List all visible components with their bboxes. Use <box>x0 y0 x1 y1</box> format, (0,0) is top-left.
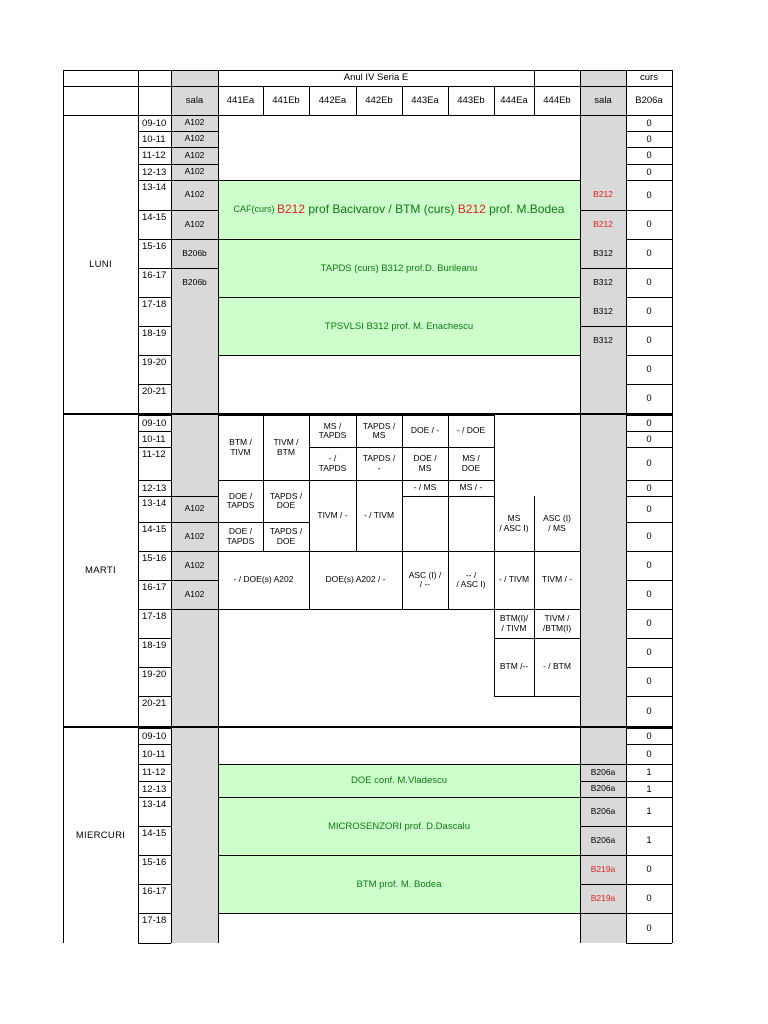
course-text-part: prof Bacivarov / BTM (curs) <box>305 202 458 216</box>
grid-line <box>309 86 310 115</box>
hour-slot: 13-14 <box>142 498 167 509</box>
grid-line <box>138 797 171 798</box>
curs-count: 0 <box>646 705 652 717</box>
class-cell[interactable]: TIVM / - <box>317 509 348 520</box>
curs-count: 0 <box>646 560 652 571</box>
hour-slot: 15-16 <box>142 553 167 564</box>
grid-line <box>580 855 626 856</box>
grid-line <box>626 884 672 885</box>
hour-slot: 10-11 <box>142 133 166 145</box>
grid-line <box>626 638 672 639</box>
grid-line <box>626 943 672 944</box>
grid-line <box>626 447 672 448</box>
class-cell[interactable]: TAPDS / MS <box>362 420 396 440</box>
grid-line <box>218 764 580 765</box>
hour-slot: 09-10 <box>142 417 167 429</box>
room-sala-right: B219a <box>590 863 616 874</box>
class-cell[interactable]: TAPDS / - <box>362 453 396 473</box>
grid-line <box>626 297 672 298</box>
grid-line <box>138 696 171 697</box>
room-sala: A102 <box>184 133 205 144</box>
curs-room: B206a <box>635 95 663 106</box>
course-block-caf-btm[interactable] <box>218 180 580 239</box>
room-sala-right: B312 <box>593 247 613 258</box>
room-sala: A102 <box>184 218 205 229</box>
class-cell[interactable]: MS / TAPDS <box>318 420 347 440</box>
grid-line <box>626 384 672 385</box>
grid-line <box>580 913 626 914</box>
grid-line <box>626 326 672 327</box>
class-cell[interactable]: MS / - <box>459 482 483 493</box>
class-cell[interactable]: TIVM / /BTM(I) <box>542 613 572 633</box>
class-cell[interactable]: - / TIVM <box>498 574 530 585</box>
grid-line <box>171 210 218 211</box>
grid-line <box>626 913 672 914</box>
curs-count: 0 <box>646 618 652 629</box>
grid-line <box>494 86 495 115</box>
hour-slot: 19-20 <box>142 357 167 368</box>
class-cell[interactable]: - / TIVM <box>363 509 395 520</box>
grid-line <box>138 268 171 269</box>
hour-slot: 09-10 <box>142 730 167 742</box>
grid-line <box>171 180 218 181</box>
grid-line <box>218 239 580 240</box>
grid-line <box>402 415 403 609</box>
grid-line <box>218 855 580 856</box>
course-text-part: CAF(curs) <box>233 204 277 214</box>
class-cell[interactable]: TIVM / BTM <box>273 437 299 457</box>
room-sala-right: B312 <box>593 305 613 316</box>
curs-count: 0 <box>646 117 652 129</box>
curs-count: 0 <box>646 306 652 317</box>
curs-count: 1 <box>646 806 652 817</box>
grid-line <box>138 855 171 856</box>
curs-count: 0 <box>646 458 652 469</box>
hour-slot: 14-15 <box>142 524 167 535</box>
group-header-443Eb: 443Eb <box>457 95 485 106</box>
room-sala-right: B206a <box>590 766 616 777</box>
grid-line <box>263 415 264 551</box>
grid-line <box>138 913 171 914</box>
grid-line <box>171 164 218 165</box>
hour-slot: 09-10 <box>142 117 167 129</box>
room-sala-right: B212 <box>593 189 613 200</box>
room-sala-right: B312 <box>593 276 613 287</box>
curs-count: 0 <box>646 482 652 494</box>
grid-line <box>626 781 672 782</box>
room-sala-right: B206a <box>590 834 616 845</box>
grid-line <box>138 147 171 148</box>
course-block-doe[interactable]: DOE conf. M.Vladescu <box>218 764 580 797</box>
curs-count: 0 <box>646 248 652 259</box>
class-cell[interactable]: ASC (I) / / -- <box>408 569 442 589</box>
grid-line <box>171 147 218 148</box>
grid-line <box>580 764 626 765</box>
curs-count: 0 <box>646 589 652 600</box>
group-header-441Eb: 441Eb <box>272 95 300 106</box>
curs-count: 0 <box>646 219 652 230</box>
grid-line <box>138 384 171 385</box>
grid-line <box>171 580 218 581</box>
grid-line <box>626 131 672 132</box>
class-cell[interactable]: -- / / ASC I) <box>456 569 486 589</box>
grid-line <box>626 609 672 610</box>
grid-line <box>448 86 449 115</box>
day-name-luni: LUNI <box>89 258 112 270</box>
course-block-tapds[interactable]: TAPDS (curs) B312 prof.D. Burileanu <box>218 239 580 297</box>
curs-count: 0 <box>646 277 652 288</box>
hour-slot: 18-19 <box>142 328 167 339</box>
grid-line <box>626 826 672 827</box>
hour-slot: 10-11 <box>142 748 166 760</box>
grid-line <box>626 522 672 523</box>
grid-line <box>626 797 672 798</box>
grid-line <box>494 496 495 696</box>
grid-line <box>626 115 672 116</box>
class-cell[interactable]: DOE / - <box>410 425 440 436</box>
grid-line <box>356 415 357 551</box>
curs-count: 0 <box>646 433 652 445</box>
grid-line <box>138 164 171 165</box>
grid-line <box>171 496 218 497</box>
class-cell[interactable]: TAPDS / DOE <box>269 490 303 510</box>
grid-line <box>218 297 580 298</box>
grid-line <box>626 764 672 765</box>
class-cell[interactable]: ASC (I) / MS <box>543 513 571 533</box>
grid-line <box>138 609 171 610</box>
hour-slot: 16-17 <box>142 886 167 897</box>
grid-line <box>534 496 535 696</box>
grid-line <box>580 826 626 827</box>
grid-line <box>672 70 673 943</box>
hour-slot: 12-13 <box>142 166 167 178</box>
grid-line <box>138 884 171 885</box>
class-cell[interactable]: MS / ASC I) <box>499 513 529 533</box>
hour-slot: 16-17 <box>142 270 167 281</box>
class-cell[interactable]: BTM / TIVM <box>229 437 252 457</box>
class-cell[interactable]: - / BTM <box>543 661 571 672</box>
class-cell[interactable]: TAPDS / DOE <box>269 526 303 546</box>
curs-count: 0 <box>646 531 652 542</box>
class-cell[interactable]: DOE / TAPDS <box>226 526 255 546</box>
grid-line <box>494 638 580 639</box>
grid-line <box>138 764 171 765</box>
curs-count: 0 <box>646 150 652 161</box>
room-sala-right: B312 <box>593 334 613 345</box>
hour-slot: 13-14 <box>142 182 167 193</box>
room-sala: A102 <box>184 588 205 599</box>
grid-line <box>626 180 672 181</box>
hour-slot: 18-19 <box>142 640 167 651</box>
day-name-marti: MARTI <box>85 565 116 576</box>
grid-line <box>626 431 672 432</box>
hour-slot: 17-18 <box>142 915 167 926</box>
curs-label: curs <box>640 72 658 83</box>
grid-line <box>356 86 357 115</box>
room-sala: A102 <box>184 189 205 200</box>
curs-count: 1 <box>646 767 652 778</box>
grid-line <box>534 70 535 86</box>
grid-line <box>138 728 171 729</box>
grid-line <box>626 744 672 745</box>
grid-line <box>580 781 626 782</box>
grid-line <box>138 210 171 211</box>
grid-line <box>171 239 218 240</box>
grid-line <box>138 551 171 552</box>
grid-line <box>138 239 171 240</box>
grid-line <box>626 551 672 552</box>
grid-line <box>309 415 310 609</box>
hour-slot: 12-13 <box>142 783 167 795</box>
grid-line <box>138 580 171 581</box>
grid-line <box>138 355 171 356</box>
grid-line <box>138 115 171 116</box>
course-text-part: prof. M.Bodea <box>485 202 565 216</box>
grid-line <box>138 496 171 497</box>
grid-line <box>218 797 580 798</box>
grid-line <box>171 609 218 610</box>
grid-line <box>402 86 403 115</box>
grid-line <box>580 326 626 327</box>
class-cell[interactable]: - / DOE <box>456 425 486 436</box>
course-block-btm[interactable]: BTM prof. M. Bodea <box>218 855 580 913</box>
room-sala: B206b <box>182 247 207 258</box>
room-sala-right: B206a <box>590 783 616 794</box>
grid-line <box>138 326 171 327</box>
hour-slot: 11-12 <box>142 767 166 778</box>
hour-slot: 11-12 <box>142 449 166 460</box>
curs-count: 1 <box>646 835 652 846</box>
grid-line <box>138 826 171 827</box>
hour-slot: 13-14 <box>142 799 167 810</box>
curs-count: 0 <box>646 133 652 145</box>
grid-line <box>580 496 581 696</box>
class-cell[interactable]: MS / DOE <box>461 453 481 473</box>
curs-count: 0 <box>646 503 652 515</box>
grid-line <box>138 431 171 432</box>
header-title: Anul IV Seria E <box>343 72 409 83</box>
curs-count: 0 <box>646 676 652 687</box>
grid-line <box>626 496 672 497</box>
hour-slot: 20-21 <box>142 698 167 709</box>
grid-line <box>138 180 171 181</box>
room-sala: A102 <box>184 530 205 541</box>
grid-line <box>171 522 218 523</box>
class-cell[interactable]: - / TAPDS <box>318 453 347 473</box>
grid-line <box>218 551 580 552</box>
grid-line <box>138 943 171 944</box>
hour-slot: 11-12 <box>142 150 166 161</box>
class-cell[interactable]: DOE(s) A202 / - <box>325 574 386 585</box>
room-sala-right: B212 <box>593 218 613 229</box>
group-header-441Ea: 441Ea <box>226 95 255 106</box>
curs-count: 0 <box>646 748 652 760</box>
class-cell[interactable]: BTM(I)/ / TIVM <box>499 613 529 633</box>
group-header-444Ea: 444Ea <box>500 95 528 106</box>
room-sala: A102 <box>184 166 205 177</box>
group-header-443Ea: 443Ea <box>411 95 439 106</box>
grid-line <box>218 180 580 181</box>
hour-slot: 10-11 <box>142 433 166 445</box>
hour-slot: 15-16 <box>142 857 167 868</box>
grid-line <box>626 580 672 581</box>
grid-line <box>494 696 580 697</box>
grid-line <box>138 638 171 639</box>
grid-line <box>138 781 171 782</box>
curs-count: 0 <box>646 364 652 375</box>
class-cell[interactable]: BTM /-- <box>499 661 529 672</box>
curs-count: 0 <box>646 647 652 658</box>
grid-line <box>580 797 626 798</box>
grid-line <box>138 131 171 132</box>
curs-count: 0 <box>646 393 652 404</box>
grid-line <box>626 480 672 481</box>
sala-label: sala <box>185 95 204 106</box>
hour-slot: 17-18 <box>142 299 167 310</box>
course-text-part: B212 <box>277 202 306 216</box>
grid-line <box>138 667 171 668</box>
grid-line <box>138 522 171 523</box>
curs-count: 0 <box>646 166 652 178</box>
grid-line <box>626 667 672 668</box>
course-block-microsenzori[interactable]: MICROSENZORI prof. D.Dascalu <box>218 797 580 855</box>
group-header-444Eb: 444Eb <box>543 95 571 106</box>
grid-line <box>171 551 218 552</box>
class-cell[interactable]: - / DOE(s) A202 <box>233 574 294 585</box>
grid-line <box>448 415 449 609</box>
grid-line <box>626 268 672 269</box>
curs-count: 0 <box>646 864 652 875</box>
curs-count: 0 <box>646 335 652 346</box>
grid-line <box>626 355 672 356</box>
hour-slot: 16-17 <box>142 582 167 593</box>
curs-count: 0 <box>646 417 652 429</box>
grid-line <box>218 609 580 610</box>
hour-slot: 12-13 <box>142 482 167 494</box>
curs-count: 1 <box>646 783 652 795</box>
grid-line <box>626 728 672 729</box>
grid-line <box>138 744 171 745</box>
room-sala-right: B219a <box>590 892 616 903</box>
grid-line <box>138 480 171 481</box>
grid-line <box>626 855 672 856</box>
class-cell[interactable]: - / MS <box>413 482 437 493</box>
grid-line <box>626 239 672 240</box>
course-block-tpsvlsi[interactable]: TPSVLSI B312 prof. M. Enachescu <box>218 297 580 355</box>
grid-line <box>138 447 171 448</box>
grid-line <box>626 210 672 211</box>
curs-count: 0 <box>646 189 652 201</box>
grid-line <box>626 147 672 148</box>
hour-slot: 20-21 <box>142 386 167 397</box>
grid-line <box>580 884 626 885</box>
grid-line <box>263 86 264 115</box>
grid-line <box>171 268 218 269</box>
room-sala: A102 <box>184 503 205 514</box>
class-cell[interactable]: TIVM / - <box>541 574 573 585</box>
grid-line <box>218 913 580 914</box>
hour-slot: 19-20 <box>142 669 167 680</box>
day-name-miercuri: MIERCURI <box>75 830 126 841</box>
room-sala: A102 <box>184 149 205 160</box>
group-header-442Eb: 442Eb <box>365 95 393 106</box>
grid-line <box>138 297 171 298</box>
hour-slot: 14-15 <box>142 212 167 223</box>
grid-line <box>218 355 580 356</box>
class-cell[interactable]: DOE / MS <box>413 453 437 473</box>
room-sala-right: B206a <box>590 805 616 816</box>
grid-line <box>626 164 672 165</box>
hour-slot: 17-18 <box>142 611 167 622</box>
grid-line <box>580 210 626 211</box>
grid-line <box>138 415 171 416</box>
curs-count: 0 <box>646 922 652 934</box>
room-sala: A102 <box>184 559 205 570</box>
sala-right-label: sala <box>594 95 612 106</box>
curs-count: 0 <box>646 893 652 904</box>
grid-line <box>626 696 672 697</box>
course-text-part: B212 <box>457 202 486 216</box>
curs-count: 0 <box>646 730 652 742</box>
grid-line <box>171 131 218 132</box>
grid-line <box>626 415 672 416</box>
group-header-442Ea: 442Ea <box>318 95 347 106</box>
hour-slot: 14-15 <box>142 828 167 839</box>
room-sala: A102 <box>184 117 205 128</box>
grid-line <box>580 268 626 269</box>
class-cell[interactable]: DOE / TAPDS <box>226 490 255 510</box>
grid-line <box>534 86 535 115</box>
room-sala: B206b <box>182 276 207 287</box>
hour-slot: 15-16 <box>142 241 167 252</box>
